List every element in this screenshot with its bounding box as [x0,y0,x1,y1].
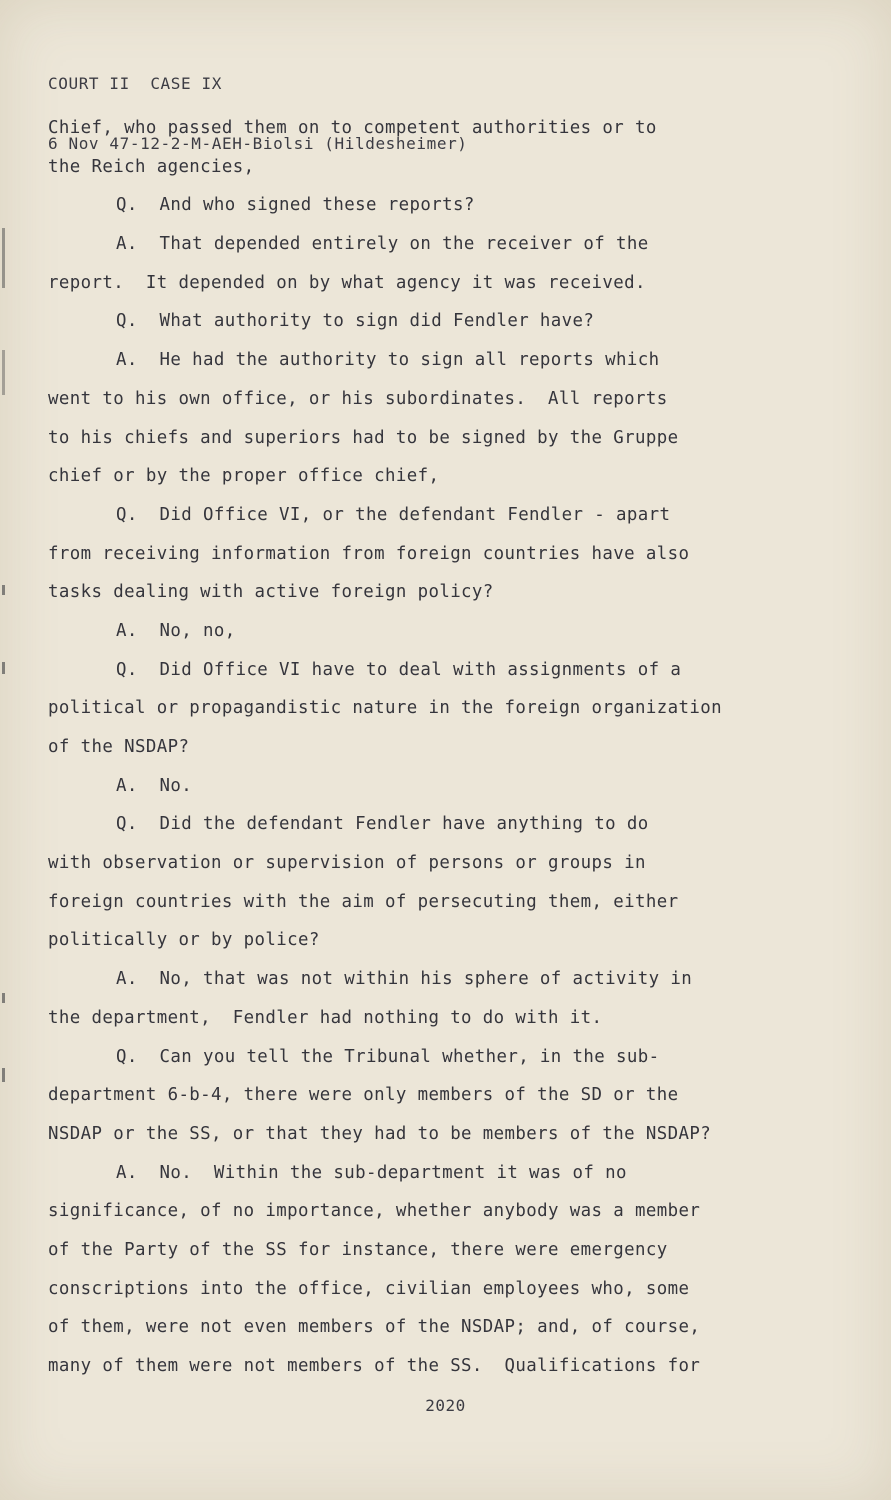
margin-mark [2,228,5,288]
transcript-line: went to his own office, or his subordinates. All reports [48,388,668,409]
transcript-line: Q. Did Office VI, or the defendant Fendler - apart [116,504,671,525]
session-reference-line: 6 Nov 47-12-2-M-AEH-Biolsi (Hildesheimer) [48,134,468,153]
transcript-line: A. He had the authority to sign all reports which [116,350,660,371]
transcript-line: political or propagandistic nature in the foreign organization [48,698,722,719]
transcript-line: Q. Did Office VI have to deal with assignments of a [116,659,682,680]
transcript-line: of them, were not even members of the NSDAP; and, of course, [48,1317,701,1338]
margin-mark [2,585,5,595]
transcript-line: the Reich agencies, [48,156,255,177]
transcript-line: the department, Fendler had nothing to do with it. [48,1007,603,1028]
transcript-line: foreign countries with the aim of persecuting them, either [48,891,679,912]
transcript-line: Q. And who signed these reports? [116,195,475,216]
margin-mark [2,350,5,395]
transcript-line: A. No. Within the sub-department it was of no [116,1162,627,1183]
transcript-line: A. No, that was not within his sphere of activity in [116,969,693,990]
margin-mark [2,662,5,674]
court-case-line: COURT II CASE IX [48,74,222,93]
transcript-line: Q. Did the defendant Fendler have anything to do [116,814,649,835]
transcript-line: to his chiefs and superiors had to be signed by the Gruppe [48,427,679,448]
transcript-line: department 6-b-4, there were only members of the SD or the [48,1085,679,1106]
transcript-line: Chief, who passed them on to competent authorities or to [48,118,657,138]
transcript-line: significance, of no importance, whether anybody was a member [48,1201,701,1222]
transcript-line: Q. Can you tell the Tribunal whether, in the sub- [116,1046,660,1067]
transcript-line: many of them were not members of the SS. Qualifications for [48,1356,701,1376]
transcript-line: A. No, no, [116,620,236,641]
transcript-line: chief or by the proper office chief, [48,466,440,487]
transcript-line: conscriptions into the office, civilian employees who, some [48,1278,690,1299]
transcript-line: NSDAP or the SS, or that they had to be members of the NSDAP? [48,1123,712,1144]
transcript-line: A. No. [116,775,193,796]
transcript-line: tasks dealing with active foreign policy? [48,582,494,603]
transcript-line: politically or by police? [48,930,320,951]
margin-mark [2,993,5,1003]
transcript-line: of the NSDAP? [48,737,190,757]
page-number: 2020 [425,1396,466,1415]
transcript-line: of the Party of the SS for instance, there were emergency [48,1239,668,1260]
transcript-line: from receiving information from foreign countries have also [48,543,690,564]
margin-mark [2,1068,5,1082]
transcript-line: with observation or supervision of persons or groups in [48,853,646,874]
transcript-body [48,109,808,1386]
transcript-line: report. It depended on by what agency it was received. [48,272,646,293]
transcript-line: A. That depended entirely on the receiver of the [116,234,649,255]
transcript-line: Q. What authority to sign did Fendler have? [116,311,595,332]
